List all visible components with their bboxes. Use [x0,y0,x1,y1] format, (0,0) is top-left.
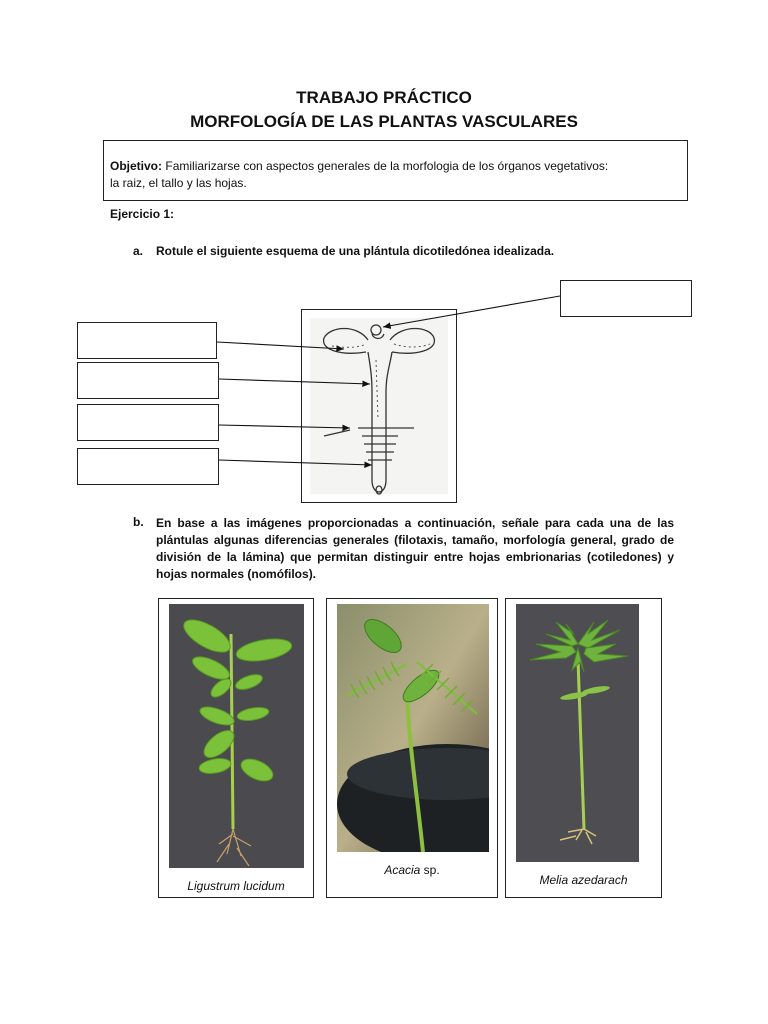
caption-melia-name: Melia azedarach [539,873,628,887]
item-b-marker: b. [133,515,144,529]
document-title-line1: TRABAJO PRÁCTICO [296,88,472,107]
photo-frame-melia [505,598,662,898]
caption-acacia [327,863,497,877]
caption-ligustrum-name: Ligustrum lucidum [187,879,285,893]
caption-acacia-suffix: sp. [420,863,440,877]
item-b-text: En base a las imágenes proporcionadas a continuación, señale para cada una de las plántulas algunas diferencias generales (filotaxis, tamaño, morfología general, grado de división de la lámina) que permitan distinguir entre hojas embrionarias (cotiledones) y hojas normales (nomófilos). [156,516,674,581]
arrow-hypocotyl [219,379,370,384]
objective-text-line2: la raiz, el tallo y las hojas. [110,176,247,190]
arrow-root [219,460,372,465]
photo-frame-acacia [326,598,498,898]
arrow-root-hairs [219,425,350,428]
seedling-photo-melia [516,604,639,862]
item-a-text: Rotule el siguiente esquema de una plántula dicotiledónea idealizada. [156,244,555,258]
item-a-marker: a. [133,244,144,258]
seedling-photo-acacia [337,604,489,852]
caption-acacia-name: Acacia [384,863,421,877]
seedling-photo-ligustrum [169,604,304,868]
caption-ligustrum [159,879,313,893]
document-title-line2: MORFOLOGÍA DE LAS PLANTAS VASCULARES [190,112,578,131]
objective-text-line1: Familiarizarse con aspectos generales de la morfologia de los órganos vegetativos: [165,159,609,173]
arrow-cotyledon [217,342,344,349]
photo-frame-ligustrum [158,598,314,898]
objective-label: Objetivo: [110,159,163,173]
arrow-plumule [383,296,560,327]
exercise-heading: Ejercicio 1: [110,207,175,221]
caption-melia [506,873,661,887]
